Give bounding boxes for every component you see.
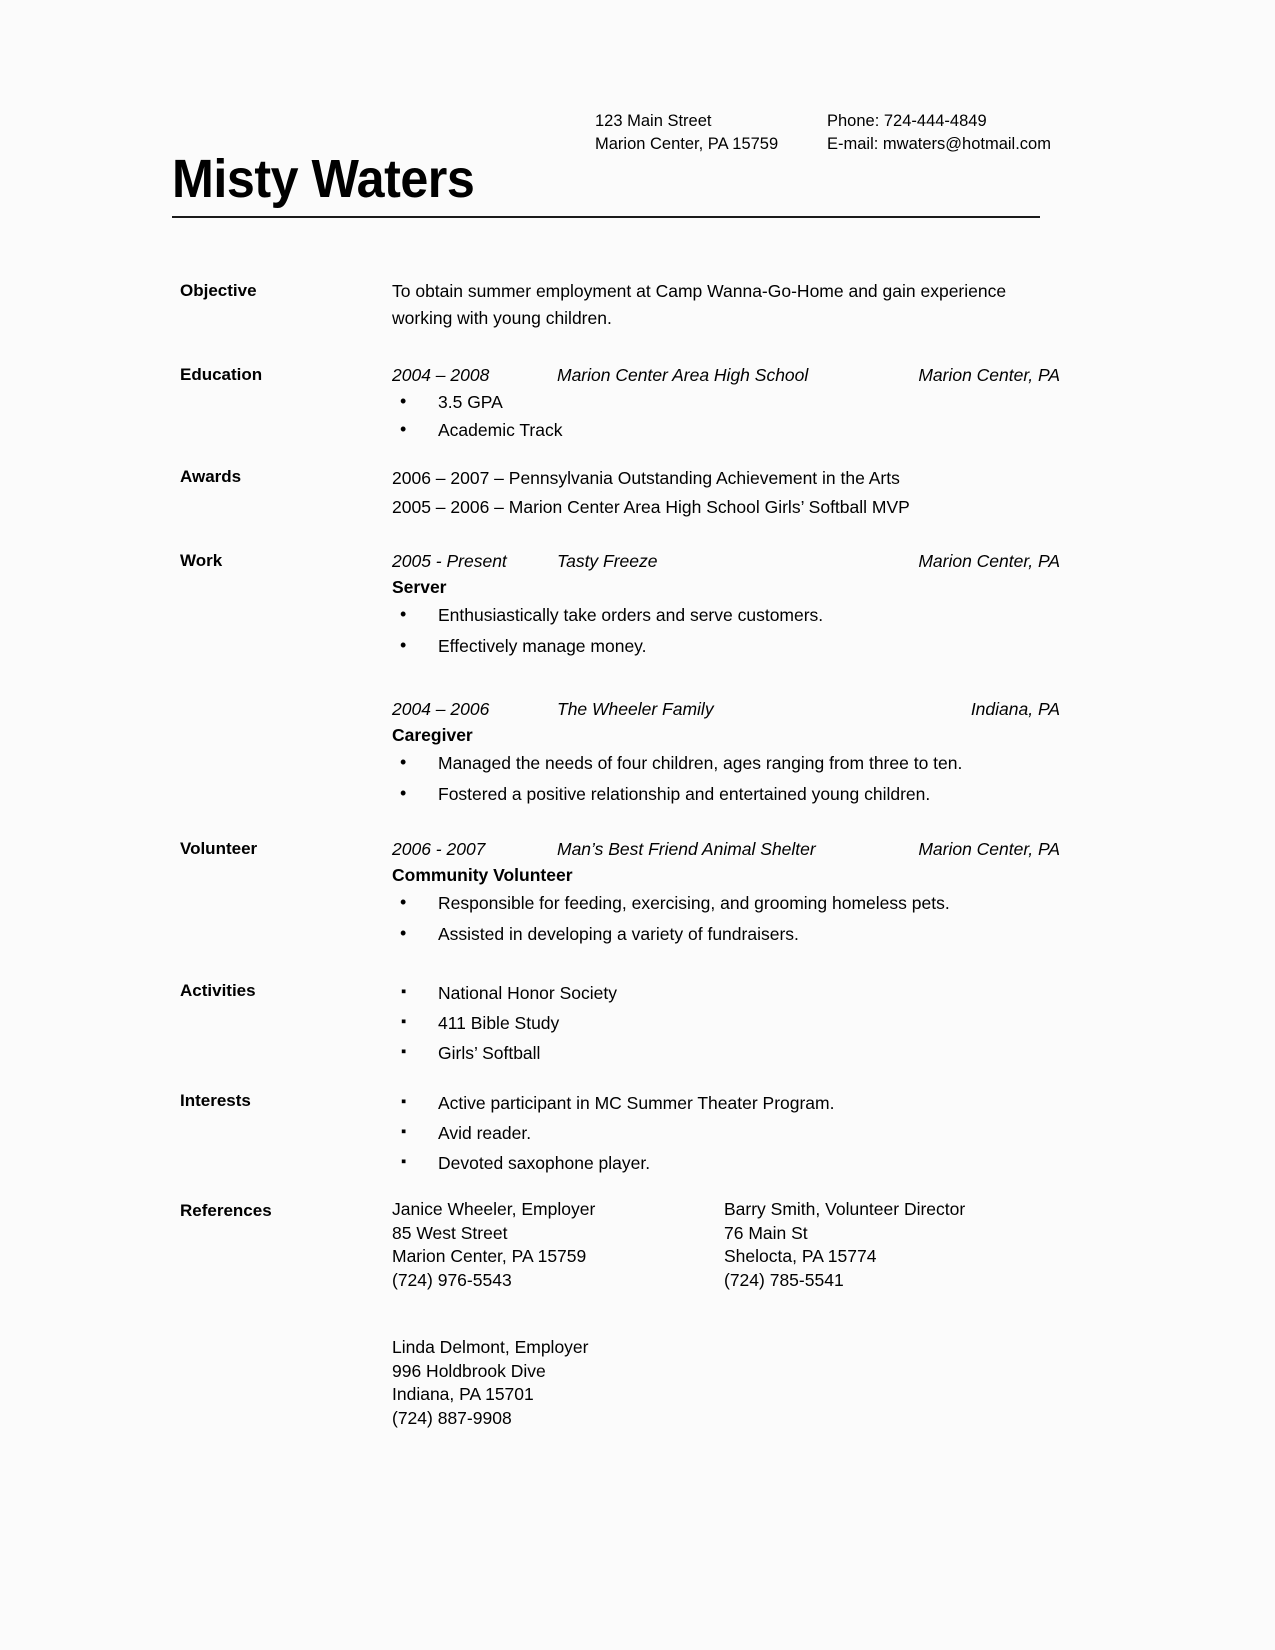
section-awards — [180, 464, 1060, 522]
spacer — [180, 444, 1060, 464]
volunteer-role: Community Volunteer — [392, 865, 573, 885]
volunteer-org: Man’s Best Friend Animal Shelter — [557, 839, 816, 859]
section-work — [180, 548, 1060, 810]
reference-name: Barry Smith, Volunteer Director — [724, 1199, 966, 1219]
reference-name: Janice Wheeler, Employer — [392, 1199, 596, 1219]
list-item: ▪ National Honor Society — [392, 978, 1060, 1008]
work-dates: 2004 – 2006 — [392, 699, 490, 719]
education-entry-header — [392, 362, 1060, 388]
reference-phone: (724) 887-9908 — [392, 1407, 512, 1428]
work-entry — [392, 548, 1060, 662]
section-activities — [180, 978, 1060, 1068]
reference-entry — [392, 1336, 724, 1430]
reference-entry — [392, 1198, 724, 1292]
list-item: • Managed the needs of four children, ages ranging from three to ten. — [392, 748, 1060, 779]
header-divider — [172, 216, 1040, 218]
section-label-awards: Awards — [180, 467, 242, 486]
section-objective — [180, 278, 1060, 332]
spacer — [392, 662, 1060, 696]
candidate-name: Misty Waters — [172, 149, 475, 209]
interests-bullet-list — [392, 1088, 1060, 1178]
work-role: Caregiver — [392, 725, 473, 745]
spacer — [180, 1068, 1060, 1088]
section-education — [180, 362, 1060, 444]
section-content-work — [392, 548, 1060, 810]
work-employer: The Wheeler Family — [557, 699, 714, 719]
objective-text: To obtain summer employment at Camp Wanna-Go-Home and gain experience working with young children. — [392, 281, 1007, 328]
work-bullet-list — [392, 600, 1060, 662]
name-header — [172, 148, 1040, 218]
section-content-education — [392, 362, 1060, 444]
address-line-2: Marion Center, PA 15759 — [595, 135, 779, 153]
references-column-2 — [724, 1198, 1056, 1430]
list-item: • Fostered a positive relationship and entertained young children. — [392, 779, 1060, 810]
award-item: 2006 – 2007 – Pennsylvania Outstanding Achievement in the Arts — [392, 468, 900, 488]
work-employer: Tasty Freeze — [557, 551, 658, 571]
work-entry — [392, 696, 1060, 810]
reference-name: Linda Delmont, Employer — [392, 1337, 589, 1357]
work-entry-header — [392, 696, 1060, 722]
section-content-volunteer — [392, 836, 1060, 950]
reference-street: 76 Main St — [724, 1222, 808, 1243]
award-item: 2005 – 2006 – Marion Center Area High School Girls’ Softball MVP — [392, 497, 910, 517]
list-item: • 3.5 GPA — [392, 388, 1060, 416]
contact-row-1 — [595, 110, 1055, 133]
spacer — [180, 522, 1060, 548]
volunteer-bullet-list — [392, 888, 1060, 950]
list-item: • Responsible for feeding, exercising, and grooming homeless pets. — [392, 888, 1060, 919]
section-content-references — [392, 1198, 1060, 1430]
volunteer-entry-header — [392, 836, 1060, 862]
reference-city: Marion Center, PA 15759 — [392, 1246, 587, 1266]
education-location: Marion Center, PA — [918, 365, 1060, 385]
section-references — [180, 1198, 1060, 1430]
list-item: • Effectively manage money. — [392, 631, 1060, 662]
work-bullet-list — [392, 748, 1060, 810]
references-column-1 — [392, 1198, 724, 1430]
section-label-interests: Interests — [180, 1091, 251, 1110]
reference-city: Indiana, PA 15701 — [392, 1384, 534, 1404]
list-item: ▪ 411 Bible Study — [392, 1008, 1060, 1038]
list-item: ▪ Active participant in MC Summer Theater Program. — [392, 1088, 1060, 1118]
section-label-education: Education — [180, 365, 263, 384]
section-label-work: Work — [180, 551, 223, 570]
education-school: Marion Center Area High School — [557, 365, 809, 385]
reference-phone: (724) 976-5543 — [392, 1269, 512, 1290]
work-location: Indiana, PA — [970, 699, 1060, 719]
volunteer-location: Marion Center, PA — [918, 839, 1060, 859]
work-entry-header — [392, 548, 1060, 574]
list-item: • Enthusiastically take orders and serve customers. — [392, 600, 1060, 631]
work-dates: 2005 - Present — [392, 551, 507, 571]
section-content-objective — [392, 278, 1060, 332]
phone-number: Phone: 724-444-4849 — [827, 112, 987, 130]
reference-street: 996 Holdbrook Dive — [392, 1360, 546, 1381]
spacer — [180, 950, 1060, 978]
education-bullet-list — [392, 388, 1060, 444]
section-volunteer — [180, 836, 1060, 950]
section-interests — [180, 1088, 1060, 1178]
section-content-activities — [392, 978, 1060, 1068]
section-label-activities: Activities — [180, 981, 256, 1000]
list-item: • Assisted in developing a variety of fundraisers. — [392, 919, 1060, 950]
spacer — [180, 810, 1060, 836]
section-content-interests — [392, 1088, 1060, 1178]
work-role: Server — [392, 577, 447, 597]
activities-bullet-list — [392, 978, 1060, 1068]
section-label-objective: Objective — [180, 281, 257, 300]
list-item: ▪ Avid reader. — [392, 1118, 1060, 1148]
list-item: ▪ Girls’ Softball — [392, 1038, 1060, 1068]
volunteer-dates: 2006 - 2007 — [392, 839, 486, 859]
reference-entry — [724, 1198, 1056, 1292]
work-location: Marion Center, PA — [918, 551, 1060, 571]
references-columns — [392, 1198, 1060, 1430]
spacer — [180, 1178, 1060, 1198]
spacer — [180, 332, 1060, 362]
email-address: E-mail: mwaters@hotmail.com — [827, 135, 1051, 153]
list-item: • Academic Track — [392, 416, 1060, 444]
education-dates: 2004 – 2008 — [392, 365, 490, 385]
resume-body — [180, 278, 1060, 1430]
address-line-1: 123 Main Street — [595, 112, 712, 130]
reference-street: 85 West Street — [392, 1222, 508, 1243]
section-content-awards — [392, 464, 1060, 522]
reference-phone: (724) 785-5541 — [724, 1269, 844, 1290]
list-item: ▪ Devoted saxophone player. — [392, 1148, 1060, 1178]
section-label-references: References — [180, 1201, 272, 1220]
section-label-volunteer: Volunteer — [180, 839, 258, 858]
reference-city: Shelocta, PA 15774 — [724, 1246, 877, 1266]
